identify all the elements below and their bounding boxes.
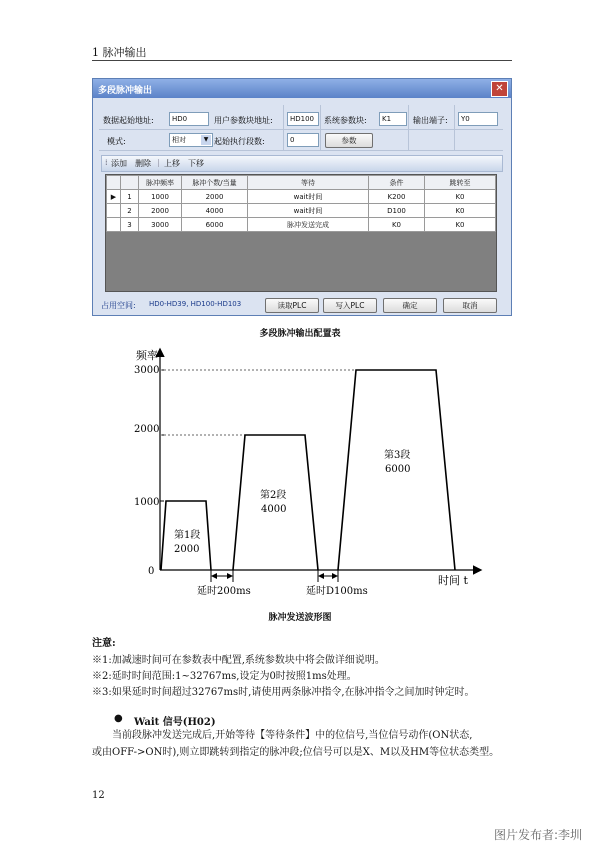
toolbar-grip: ⁞	[105, 158, 108, 167]
cell-cond[interactable]: D100	[369, 204, 425, 218]
start-seg-label: 起始执行段数:	[214, 137, 265, 146]
note-item: ※2:延时时间范围:1~32767ms,设定为0时按照1ms处理。	[92, 671, 357, 682]
start-addr-input[interactable]: HD0	[169, 112, 209, 126]
move-up-button[interactable]: 上移	[164, 159, 180, 168]
mode-label: 模式:	[107, 137, 126, 146]
read-plc-button[interactable]: 读取PLC	[265, 298, 319, 313]
cell-cond[interactable]: K200	[369, 190, 425, 204]
caption-config-table: 多段脉冲输出配置表	[259, 329, 341, 339]
segment-2-pulse	[233, 435, 318, 570]
cell-wait[interactable]: wait时间	[248, 204, 369, 218]
note-item: ※1:加减速时间可在参数表中配置,系统参数块中将会做详细说明。	[92, 655, 385, 666]
col-jump: 跳转至	[425, 176, 496, 190]
chevron-down-icon[interactable]: ▼	[201, 135, 211, 145]
y-tick-label: 2000	[134, 424, 160, 435]
cell-freq[interactable]: 3000	[139, 218, 182, 232]
caption-waveform: 脉冲发送波形图	[268, 613, 332, 623]
delete-button[interactable]: 删除	[135, 159, 151, 168]
sys-block-input[interactable]: K1	[379, 112, 407, 126]
cell-wait[interactable]: 脉冲发送完成	[248, 218, 369, 232]
cell-cond[interactable]: K0	[369, 218, 425, 232]
bullet-icon: ●	[114, 713, 123, 724]
col-cond: 条件	[369, 176, 425, 190]
start-addr-label: 数据起始地址:	[103, 116, 154, 125]
y-tick-label: 0	[148, 566, 155, 577]
col-count: 脉冲个数/当量	[182, 176, 248, 190]
sys-block-label: 系统参数块:	[324, 116, 367, 125]
cell-count[interactable]: 2000	[182, 190, 248, 204]
user-block-label: 用户参数块地址:	[214, 116, 273, 125]
param-button[interactable]: 参数	[325, 133, 373, 148]
write-plc-button[interactable]: 写入PLC	[323, 298, 377, 313]
chapter-header: 1 脉冲输出	[92, 46, 147, 59]
y-tick-label: 3000	[134, 365, 160, 376]
segment-1-pulses: 2000	[174, 544, 200, 555]
ok-button[interactable]: 确定	[383, 298, 437, 313]
output-input[interactable]: Y0	[458, 112, 498, 126]
user-block-input[interactable]: HD100	[287, 112, 319, 126]
cell-jump[interactable]: K0	[425, 218, 496, 232]
segment-2-pulses: 4000	[261, 504, 287, 515]
dialog-title: 多段脉冲输出	[98, 86, 153, 96]
segment-3-pulses: 6000	[385, 464, 411, 475]
usage-label: 占用空间:	[101, 301, 136, 310]
segment-1-label: 第1段	[174, 530, 201, 541]
cell-wait[interactable]: wait时间	[248, 190, 369, 204]
cancel-button[interactable]: 取消	[443, 298, 497, 313]
toolbar-separator: |	[157, 158, 160, 167]
usage-value: HD0-HD39, HD100-HD103	[149, 300, 242, 308]
close-icon[interactable]: ✕	[491, 81, 508, 97]
segment-3-label: 第3段	[384, 450, 411, 461]
y-axis-label: 频率	[136, 349, 158, 362]
note-item: ※3:如果延时时间超过32767ms时,请使用两条脉冲指令,在脉冲指令之间加时钟定时。	[92, 687, 475, 698]
cell-jump[interactable]: K0	[425, 190, 496, 204]
wait-signal-heading: Wait 信号(H02)	[134, 717, 216, 728]
cell-freq[interactable]: 1000	[139, 190, 182, 204]
mode-value: 相对	[172, 136, 186, 144]
cell-jump[interactable]: K0	[425, 204, 496, 218]
col-wait: 等待	[248, 176, 369, 190]
start-seg-input[interactable]: 0	[287, 133, 319, 147]
wait-paragraph-line2: 或由OFF->ON时),则立即跳转到指定的脉冲段;位信号可以是X、M以及HM等位状态类型。	[92, 747, 500, 758]
cell-count[interactable]: 6000	[182, 218, 248, 232]
notes-title: 注意:	[92, 638, 116, 649]
cell-count[interactable]: 4000	[182, 204, 248, 218]
delay-2-label: 延时D100ms	[306, 586, 368, 597]
add-button[interactable]: 添加	[111, 159, 127, 168]
cell-freq[interactable]: 2000	[139, 204, 182, 218]
move-down-button[interactable]: 下移	[188, 159, 204, 168]
row-index: 3	[121, 218, 139, 232]
row-index: 1	[121, 190, 139, 204]
col-freq: 脉冲频率	[139, 176, 182, 190]
wait-paragraph-line1: 当前段脉冲发送完成后,开始等待【等待条件】中的位信号,当位信号动作(ON状态,	[112, 730, 473, 741]
x-axis-label: 时间 t	[438, 574, 468, 587]
page-number: 12	[92, 790, 105, 801]
row-marker: ▶	[107, 190, 121, 204]
y-tick-label: 1000	[134, 497, 160, 508]
row-index: 2	[121, 204, 139, 218]
segment-2-label: 第2段	[260, 490, 287, 501]
delay-1-label: 延时200ms	[197, 586, 251, 597]
output-label: 输出端子:	[413, 116, 448, 125]
image-credit: 图片发布者:李圳	[493, 828, 582, 842]
